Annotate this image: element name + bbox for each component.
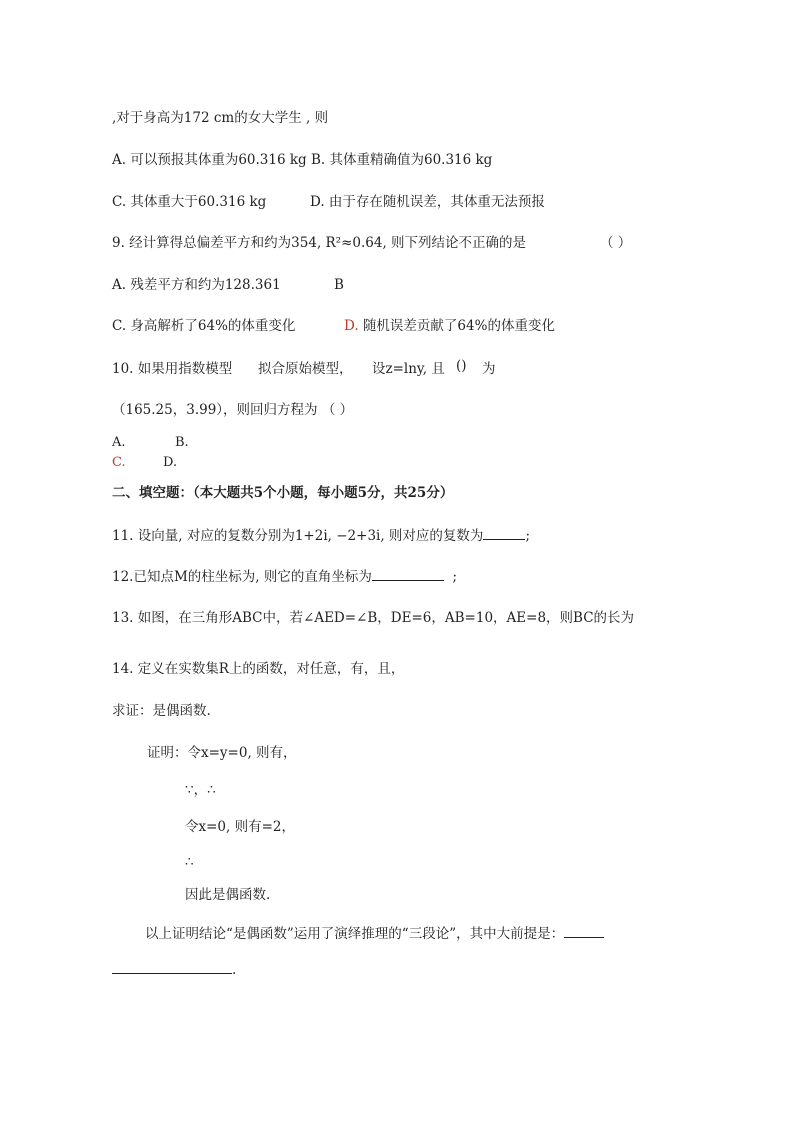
q10-line2: （165.25，3.99），则回归方程为 （ ） — [112, 402, 354, 418]
q14-conclusion-line — [145, 924, 604, 943]
q9-option-b: B — [334, 277, 344, 293]
q9-option-d-text: 随机误差贡献了64%的体重变化 — [362, 318, 555, 334]
section2-title: 二、填空题：（本大题共5个小题，每小题5分，共25分） — [112, 485, 454, 501]
q9-option-d-letter: D. — [344, 318, 359, 334]
q14-proof-1: 证明：令x=y=0, 则有， — [147, 745, 297, 761]
q12-answer-blank[interactable] — [372, 567, 444, 581]
q11-answer-blank[interactable] — [483, 526, 525, 540]
q12-line — [112, 567, 457, 586]
q9-option-c: C. 身高解析了64%的体重变化 — [112, 318, 296, 334]
q10-stem-e: 为 — [482, 361, 496, 377]
q10-stem-a: 10. 如果用指数模型 — [112, 361, 233, 377]
q14-end: . — [232, 962, 237, 978]
q14-proof-3: 令x=0, 则有=2， — [185, 819, 295, 835]
q8-option-a-b: A. 可以预报其体重为60.316 kg B. 其体重精确值为60.316 kg — [112, 152, 493, 168]
q12-text: 12.已知点M的柱坐标为, 则它的直角坐标为 — [112, 569, 372, 585]
q9-answer-paren: （ ） — [600, 235, 632, 251]
q10-stem-d: () — [456, 358, 467, 374]
q13-text: 13. 如图，在三角形ABC中，若∠AED=∠B，DE=6，AB=10，AE=8，则BC的长为 — [112, 610, 635, 626]
q14-conclusion: 以上证明结论“是偶函数”运用了演绎推理的“三段论”，其中大前提是： — [145, 926, 565, 942]
q14-prove: 求证：是偶函数. — [112, 703, 211, 719]
q14-answer-blank-2[interactable] — [112, 960, 232, 974]
q10-stem-c: 设z=lny, 且 — [372, 361, 445, 377]
q10-option-c: C. — [112, 455, 126, 470]
q9-option-d — [344, 317, 555, 335]
q10-option-b: B. — [175, 435, 189, 450]
q14-stem: 14. 定义在实数集R上的函数，对任意，有，且， — [112, 661, 405, 677]
q9-option-a: A. 残差平方和约为128.361 — [112, 277, 281, 293]
q14-answer-line-2 — [112, 960, 236, 979]
q10-option-d: D. — [163, 455, 178, 470]
q11-line — [112, 526, 530, 545]
q11-text: 11. 设向量, 对应的复数分别为1+2i, −2+3i, 则对应的复数为 — [112, 528, 484, 544]
q9-stem: 9. 经计算得总偏差平方和约为354, R²≈0.64, 则下列结论不正确的是 — [112, 235, 527, 251]
q11-end: ; — [525, 528, 530, 544]
q8-option-c: C. 其体重大于60.316 kg — [112, 194, 267, 210]
q14-proof-4: ∴ — [185, 854, 194, 870]
q8-continuation: ,对于身高为172 cm的女大学生 , 则 — [112, 110, 329, 126]
q12-end: ; — [452, 569, 458, 585]
q14-proof-2: ∵，∴ — [185, 782, 216, 798]
q8-option-d: D. 由于存在随机误差，其体重无法预报 — [310, 194, 545, 210]
q10-option-a: A. — [112, 435, 126, 450]
q14-proof-5: 因此是偶函数. — [185, 887, 271, 903]
q10-stem-b: 拟合原始模型， — [258, 361, 353, 377]
q14-answer-blank-1[interactable] — [564, 924, 604, 938]
